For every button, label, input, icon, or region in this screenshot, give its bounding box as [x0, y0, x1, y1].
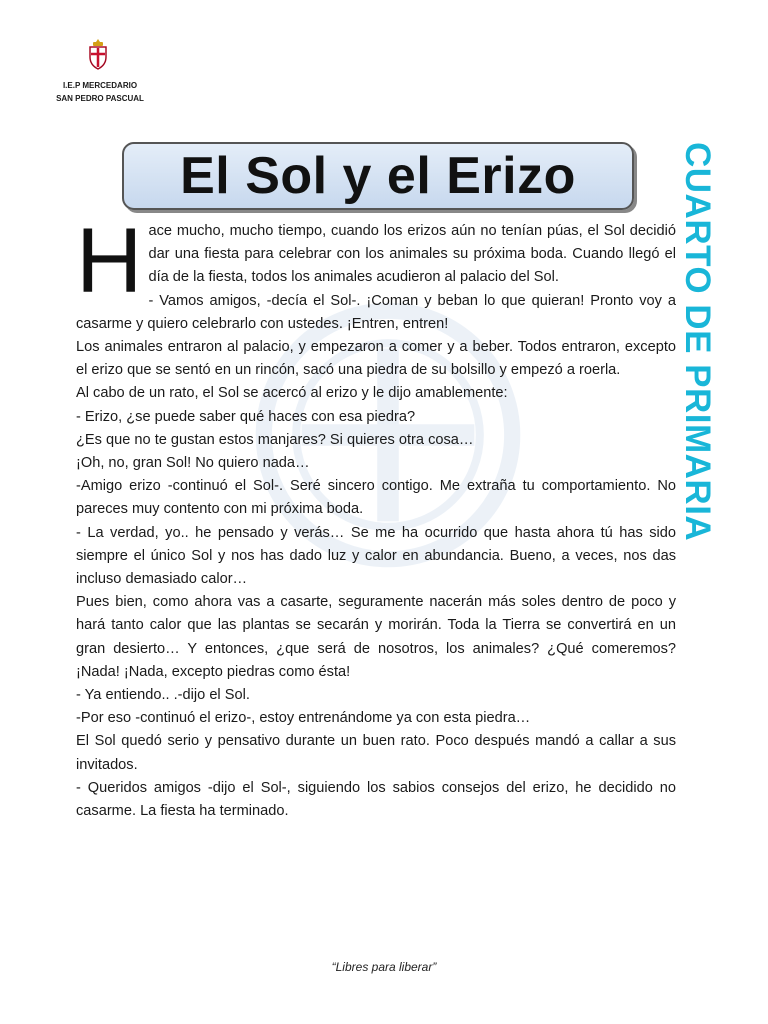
- story-paragraph: - La verdad, yo.. he pensado y verás… Se me ha ocurrido que hasta ahora tú has sido siempre el único Sol y nos has dado luz y calor en abundancia. Bueno, a veces, nos das incluso demasiado calor…: [76, 524, 676, 588]
- footer-motto: “Libres para liberar”: [331, 960, 437, 974]
- grade-label: CUARTO DE PRIMARIA: [678, 142, 717, 542]
- page-title: El Sol y el Erizo: [180, 147, 576, 205]
- school-name-line1: I.E.P MERCEDARIO: [62, 81, 138, 90]
- school-name-line2: SAN PEDRO PASCUAL: [56, 94, 144, 103]
- story-paragraph: El Sol quedó serio y pensativo durante un buen rato. Poco después mandó a callar a sus invitados.: [76, 733, 676, 773]
- story-paragraph: - Queridos amigos -dijo el Sol-, siguiendo los sabios consejos del erizo, he decidido no casarme. La fiesta ha terminado.: [76, 779, 676, 820]
- school-name: [40, 79, 160, 105]
- story-paragraph: -Amigo erizo -continuó el Sol-. Seré sincero contigo. Me extraña tu comportamiento. No pareces muy contento con mi próxima boda.: [76, 478, 676, 518]
- story-opening-text: ace mucho, mucho tiempo, cuando los erizos aún no tenían púas, el Sol decidió dar una fiesta para celebrar con los animales su próxima boda. Cuando llegó el día de la fiesta, todos los animales acudieron al palacio del Sol.: [148, 223, 676, 286]
- story-paragraph: - Ya entiendo.. .-dijo el Sol.: [76, 687, 250, 704]
- story-paragraph: - Vamos amigos, -decía el Sol-. ¡Coman y beban lo que quieran! Pronto voy a casarme y quiero celebrarlo con ustedes. ¡Entren, entren!: [76, 292, 676, 332]
- story-paragraph: Pues bien, como ahora vas a casarte, seguramente nacerán más soles dentro de poco y hará tanto calor que las plantas se secarán y morirán. Toda la Tierra se convertirá en un gran desierto… Y entonces, ¿que será de nosotros, los animales? ¿Qué comeremos? ¡Nada! ¡Nada, excepto piedras como ésta!: [76, 594, 676, 680]
- story-paragraph: ¿Es que no te gustan estos manjares? Si quieres otra cosa…: [76, 431, 474, 448]
- drop-cap: H: [76, 210, 143, 312]
- story-paragraph: Al cabo de un rato, el Sol se acercó al erizo y le dijo amablemente:: [76, 385, 508, 402]
- story-paragraph: Los animales entraron al palacio, y empezaron a comer y a beber. Todos entraron, excepto el erizo que se sentó en un rincón, sacó una piedra de su bolsillo y empezó a roerla.: [76, 339, 676, 379]
- story-paragraph: - Erizo, ¿se puede saber qué haces con esa piedra?: [76, 408, 416, 425]
- story-paragraph: ¡Oh, no, gran Sol! No quiero nada…: [76, 455, 310, 472]
- school-crest-icon: [86, 38, 110, 70]
- story-text: [76, 210, 676, 823]
- story-paragraph: -Por eso -continuó el erizo-, estoy entrenándome ya con esta piedra…: [76, 710, 531, 727]
- title-banner: [122, 142, 634, 210]
